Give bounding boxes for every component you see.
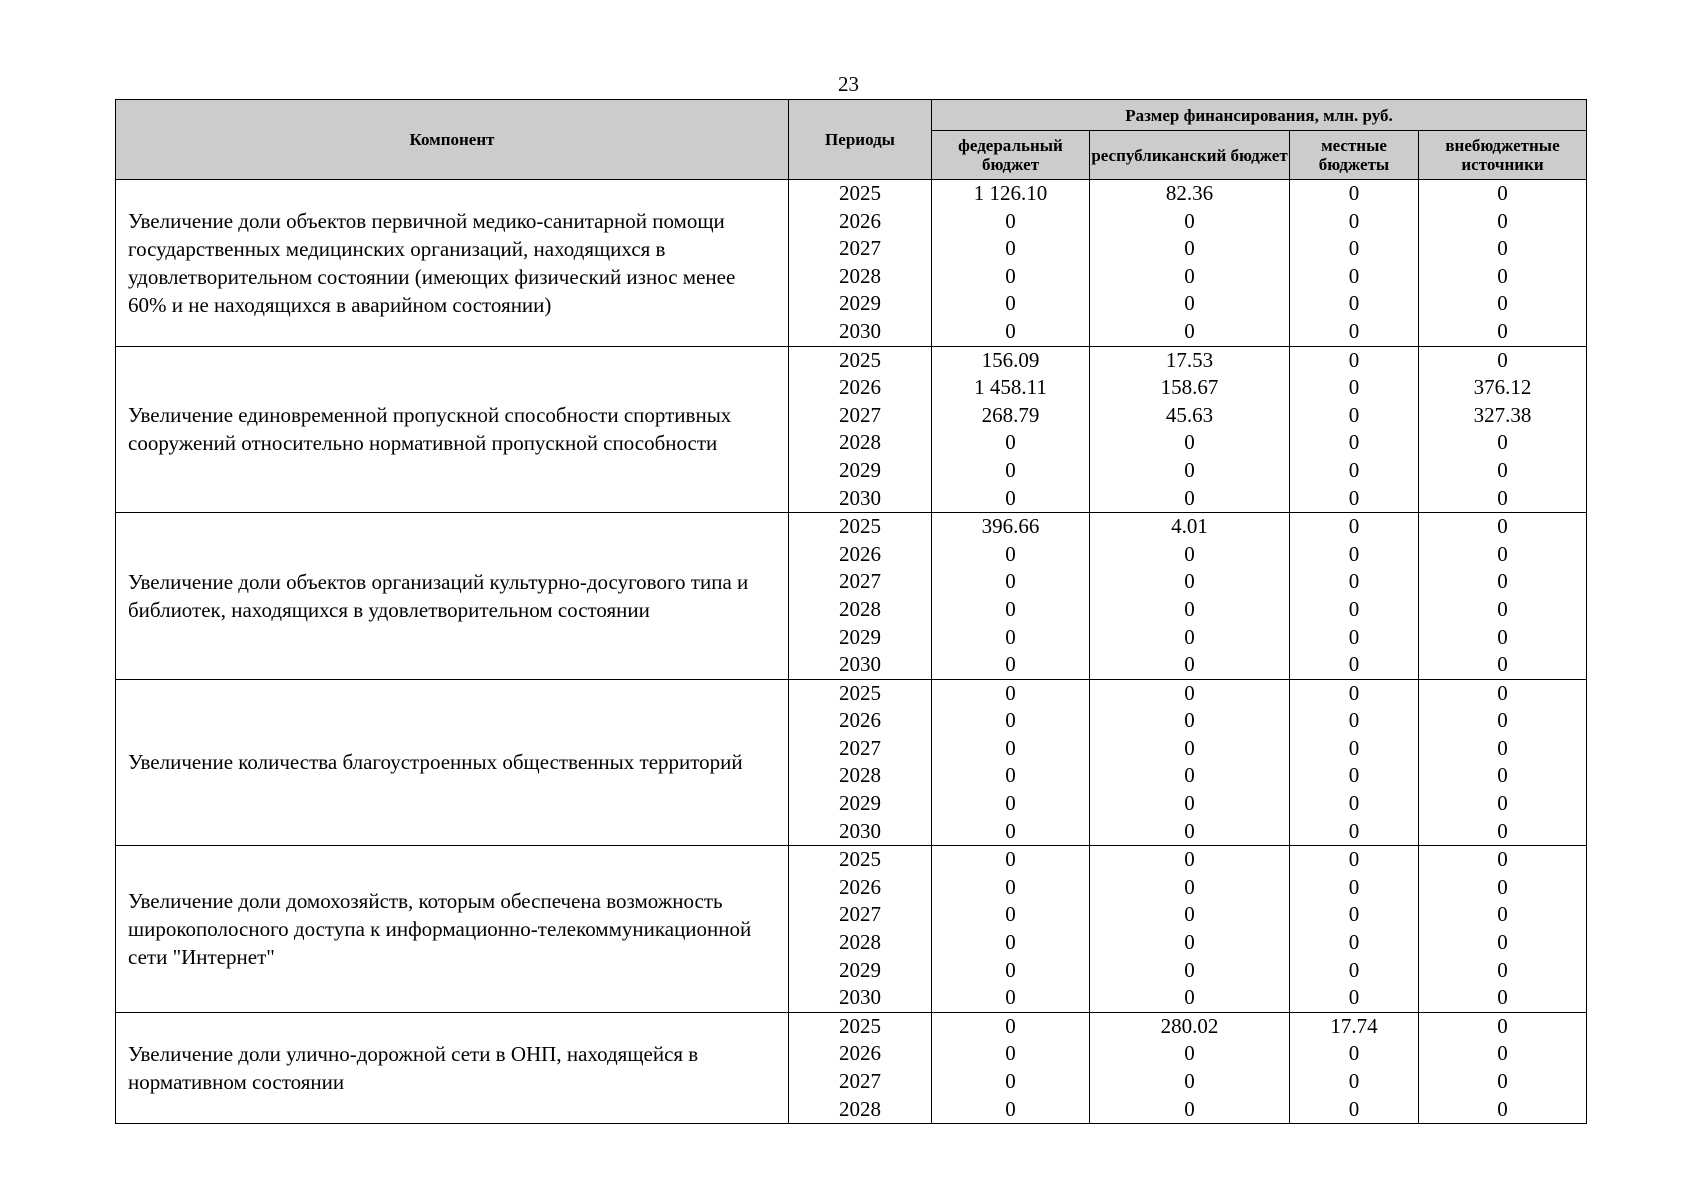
extrabudget-cell: 0	[1419, 735, 1587, 763]
republican-cell: 0	[1090, 735, 1290, 763]
header-funding: Размер финансирования, млн. руб.	[932, 100, 1587, 131]
federal-cell: 0	[932, 235, 1090, 263]
table-row	[116, 180, 1587, 208]
local-cell: 0	[1290, 818, 1419, 846]
federal-cell: 0	[932, 1068, 1090, 1096]
table-body	[116, 180, 1587, 1124]
period-cell: 2025	[789, 180, 932, 208]
period-cell: 2025	[789, 1012, 932, 1040]
extrabudget-cell: 0	[1419, 290, 1587, 318]
republican-cell: 0	[1090, 596, 1290, 624]
federal-cell: 0	[932, 457, 1090, 485]
federal-cell: 156.09	[932, 346, 1090, 374]
local-cell: 0	[1290, 541, 1419, 569]
period-cell: 2030	[789, 318, 932, 346]
republican-cell: 0	[1090, 707, 1290, 735]
local-cell: 0	[1290, 263, 1419, 291]
local-cell: 0	[1290, 513, 1419, 541]
local-cell: 0	[1290, 1068, 1419, 1096]
federal-cell: 0	[932, 485, 1090, 513]
period-cell: 2030	[789, 485, 932, 513]
federal-cell: 0	[932, 263, 1090, 291]
table-row	[116, 346, 1587, 374]
republican-cell: 0	[1090, 957, 1290, 985]
local-cell: 0	[1290, 180, 1419, 208]
republican-cell: 0	[1090, 568, 1290, 596]
period-cell: 2027	[789, 735, 932, 763]
republican-cell: 0	[1090, 208, 1290, 236]
extrabudget-cell: 0	[1419, 541, 1587, 569]
extrabudget-cell: 0	[1419, 485, 1587, 513]
federal-cell: 0	[932, 957, 1090, 985]
republican-cell: 0	[1090, 457, 1290, 485]
federal-cell: 0	[932, 624, 1090, 652]
local-cell: 0	[1290, 346, 1419, 374]
local-cell: 0	[1290, 957, 1419, 985]
local-cell: 0	[1290, 874, 1419, 902]
extrabudget-cell: 0	[1419, 457, 1587, 485]
extrabudget-cell: 0	[1419, 568, 1587, 596]
period-cell: 2028	[789, 429, 932, 457]
extrabudget-cell: 0	[1419, 624, 1587, 652]
header-periods: Периоды	[789, 100, 932, 180]
local-cell: 0	[1290, 290, 1419, 318]
federal-cell: 0	[932, 290, 1090, 318]
financing-table	[115, 99, 1587, 1124]
table-row	[116, 846, 1587, 874]
period-cell: 2025	[789, 846, 932, 874]
federal-cell: 0	[932, 541, 1090, 569]
federal-cell: 0	[932, 1096, 1090, 1124]
extrabudget-cell: 0	[1419, 235, 1587, 263]
table-row	[116, 513, 1587, 541]
period-cell: 2029	[789, 624, 932, 652]
extrabudget-cell: 0	[1419, 1040, 1587, 1068]
local-cell: 0	[1290, 568, 1419, 596]
republican-cell: 82.36	[1090, 180, 1290, 208]
local-cell: 0	[1290, 318, 1419, 346]
period-cell: 2025	[789, 679, 932, 707]
republican-cell: 0	[1090, 235, 1290, 263]
period-cell: 2029	[789, 957, 932, 985]
local-cell: 0	[1290, 707, 1419, 735]
federal-cell: 0	[932, 1040, 1090, 1068]
local-cell: 0	[1290, 846, 1419, 874]
local-cell: 0	[1290, 984, 1419, 1012]
extrabudget-cell: 0	[1419, 929, 1587, 957]
extrabudget-cell: 0	[1419, 651, 1587, 679]
extrabudget-cell: 0	[1419, 707, 1587, 735]
republican-cell: 0	[1090, 290, 1290, 318]
period-cell: 2029	[789, 790, 932, 818]
period-cell: 2029	[789, 290, 932, 318]
federal-cell: 396.66	[932, 513, 1090, 541]
federal-cell: 268.79	[932, 402, 1090, 430]
period-cell: 2028	[789, 762, 932, 790]
component-cell: Увеличение единовременной пропускной способности спортивных сооружений относительно нормативной пропускной способности	[116, 346, 789, 513]
republican-cell: 0	[1090, 818, 1290, 846]
financing-table-container	[115, 99, 1586, 1124]
local-cell: 0	[1290, 651, 1419, 679]
period-cell: 2028	[789, 929, 932, 957]
component-cell: Увеличение доли домохозяйств, которым обеспечена возможность широкополосного доступа к информационно-телекоммуникационной сети "Интернет"	[116, 846, 789, 1013]
period-cell: 2030	[789, 818, 932, 846]
republican-cell: 4.01	[1090, 513, 1290, 541]
local-cell: 0	[1290, 735, 1419, 763]
header-component: Компонент	[116, 100, 789, 180]
component-cell: Увеличение доли улично-дорожной сети в ОНП, находящейся в нормативном состоянии	[116, 1012, 789, 1123]
header-extrabudget-sources: внебюджетные источники	[1419, 131, 1587, 180]
extrabudget-cell: 0	[1419, 346, 1587, 374]
local-cell: 0	[1290, 790, 1419, 818]
period-cell: 2027	[789, 402, 932, 430]
component-cell: Увеличение доли объектов организаций культурно-досугового типа и библиотек, находящихся в удовлетворительном состоянии	[116, 513, 789, 680]
local-cell: 0	[1290, 1096, 1419, 1124]
period-cell: 2025	[789, 346, 932, 374]
republican-cell: 0	[1090, 790, 1290, 818]
period-cell: 2026	[789, 707, 932, 735]
republican-cell: 45.63	[1090, 402, 1290, 430]
local-cell: 0	[1290, 679, 1419, 707]
extrabudget-cell: 0	[1419, 679, 1587, 707]
component-cell: Увеличение количества благоустроенных общественных территорий	[116, 679, 789, 846]
extrabudget-cell: 0	[1419, 208, 1587, 236]
local-cell: 0	[1290, 1040, 1419, 1068]
extrabudget-cell: 0	[1419, 429, 1587, 457]
republican-cell: 0	[1090, 624, 1290, 652]
republican-cell: 17.53	[1090, 346, 1290, 374]
federal-cell: 0	[932, 846, 1090, 874]
federal-cell: 0	[932, 762, 1090, 790]
republican-cell: 0	[1090, 1096, 1290, 1124]
local-cell: 0	[1290, 901, 1419, 929]
period-cell: 2025	[789, 513, 932, 541]
header-republican-budget: республиканский бюджет	[1090, 131, 1290, 180]
republican-cell: 0	[1090, 984, 1290, 1012]
period-cell: 2026	[789, 541, 932, 569]
federal-cell: 0	[932, 568, 1090, 596]
republican-cell: 0	[1090, 1068, 1290, 1096]
federal-cell: 0	[932, 596, 1090, 624]
local-cell: 0	[1290, 429, 1419, 457]
extrabudget-cell: 0	[1419, 818, 1587, 846]
federal-cell: 0	[932, 790, 1090, 818]
republican-cell: 0	[1090, 1040, 1290, 1068]
component-cell: Увеличение доли объектов первичной медико-санитарной помощи государственных медицинских организаций, находящихся в удовлетворительном состоянии (имеющих физический износ менее 60% и не находящихся в аварийном состоянии)	[116, 180, 789, 347]
federal-cell: 0	[932, 874, 1090, 902]
period-cell: 2030	[789, 651, 932, 679]
period-cell: 2027	[789, 568, 932, 596]
local-cell: 0	[1290, 235, 1419, 263]
page-number: 23	[838, 72, 859, 96]
extrabudget-cell: 0	[1419, 596, 1587, 624]
federal-cell: 0	[932, 679, 1090, 707]
extrabudget-cell: 0	[1419, 874, 1587, 902]
republican-cell: 0	[1090, 901, 1290, 929]
extrabudget-cell: 327.38	[1419, 402, 1587, 430]
period-cell: 2028	[789, 1096, 932, 1124]
period-cell: 2026	[789, 208, 932, 236]
republican-cell: 158.67	[1090, 374, 1290, 402]
period-cell: 2028	[789, 596, 932, 624]
period-cell: 2026	[789, 874, 932, 902]
republican-cell: 0	[1090, 846, 1290, 874]
republican-cell: 0	[1090, 318, 1290, 346]
federal-cell: 0	[932, 984, 1090, 1012]
local-cell: 0	[1290, 929, 1419, 957]
period-cell: 2028	[789, 263, 932, 291]
period-cell: 2027	[789, 235, 932, 263]
table-header	[116, 100, 1587, 180]
federal-cell: 0	[932, 651, 1090, 679]
extrabudget-cell: 0	[1419, 513, 1587, 541]
republican-cell: 0	[1090, 762, 1290, 790]
period-cell: 2027	[789, 901, 932, 929]
header-local-budgets: местные бюджеты	[1290, 131, 1419, 180]
extrabudget-cell: 0	[1419, 1068, 1587, 1096]
extrabudget-cell: 0	[1419, 1096, 1587, 1124]
extrabudget-cell: 376.12	[1419, 374, 1587, 402]
extrabudget-cell: 0	[1419, 957, 1587, 985]
republican-cell: 0	[1090, 485, 1290, 513]
federal-cell: 0	[932, 1012, 1090, 1040]
republican-cell: 0	[1090, 651, 1290, 679]
federal-cell: 0	[932, 929, 1090, 957]
republican-cell: 0	[1090, 263, 1290, 291]
federal-cell: 0	[932, 901, 1090, 929]
local-cell: 0	[1290, 208, 1419, 236]
local-cell: 0	[1290, 596, 1419, 624]
republican-cell: 0	[1090, 874, 1290, 902]
extrabudget-cell: 0	[1419, 318, 1587, 346]
extrabudget-cell: 0	[1419, 790, 1587, 818]
federal-cell: 0	[932, 208, 1090, 236]
federal-cell: 1 458.11	[932, 374, 1090, 402]
table-row	[116, 679, 1587, 707]
federal-cell: 0	[932, 707, 1090, 735]
republican-cell: 0	[1090, 429, 1290, 457]
republican-cell: 280.02	[1090, 1012, 1290, 1040]
period-cell: 2029	[789, 457, 932, 485]
extrabudget-cell: 0	[1419, 984, 1587, 1012]
local-cell: 17.74	[1290, 1012, 1419, 1040]
federal-cell: 1 126.10	[932, 180, 1090, 208]
local-cell: 0	[1290, 762, 1419, 790]
local-cell: 0	[1290, 624, 1419, 652]
local-cell: 0	[1290, 374, 1419, 402]
period-cell: 2030	[789, 984, 932, 1012]
republican-cell: 0	[1090, 929, 1290, 957]
table-row	[116, 1012, 1587, 1040]
extrabudget-cell: 0	[1419, 846, 1587, 874]
extrabudget-cell: 0	[1419, 1012, 1587, 1040]
extrabudget-cell: 0	[1419, 180, 1587, 208]
republican-cell: 0	[1090, 679, 1290, 707]
republican-cell: 0	[1090, 541, 1290, 569]
extrabudget-cell: 0	[1419, 901, 1587, 929]
extrabudget-cell: 0	[1419, 762, 1587, 790]
period-cell: 2026	[789, 374, 932, 402]
local-cell: 0	[1290, 402, 1419, 430]
federal-cell: 0	[932, 429, 1090, 457]
local-cell: 0	[1290, 457, 1419, 485]
federal-cell: 0	[932, 318, 1090, 346]
header-federal-budget: федеральный бюджет	[932, 131, 1090, 180]
extrabudget-cell: 0	[1419, 263, 1587, 291]
local-cell: 0	[1290, 485, 1419, 513]
federal-cell: 0	[932, 735, 1090, 763]
federal-cell: 0	[932, 818, 1090, 846]
period-cell: 2026	[789, 1040, 932, 1068]
period-cell: 2027	[789, 1068, 932, 1096]
